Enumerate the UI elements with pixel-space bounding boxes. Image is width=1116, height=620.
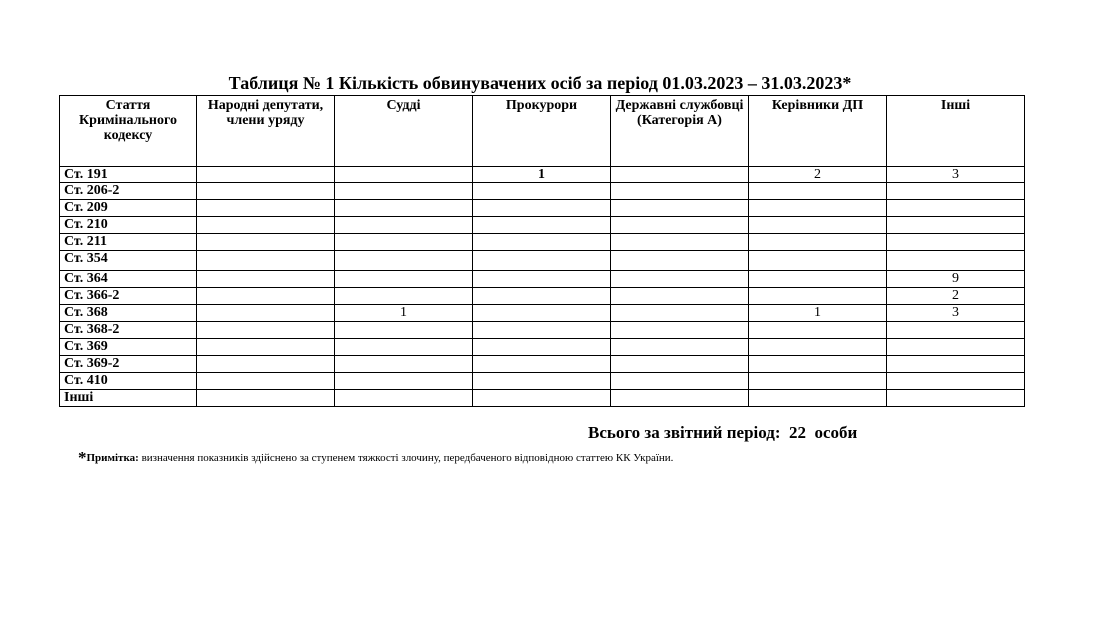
table-cell xyxy=(749,288,887,305)
table-cell xyxy=(887,234,1025,251)
table-cell xyxy=(887,356,1025,373)
table-cell xyxy=(611,167,749,183)
table-cell xyxy=(473,200,611,217)
table-cell xyxy=(197,234,335,251)
table-row xyxy=(60,288,1025,305)
table-cell xyxy=(749,390,887,407)
header-deputies: Народні депутати, члени уряду xyxy=(197,96,335,167)
row-article-cell: Ст. 369-2 xyxy=(60,356,197,373)
row-article-cell: Ст. 368 xyxy=(60,305,197,322)
table-row xyxy=(60,271,1025,288)
header-article: Стаття Кримінального кодексу xyxy=(60,96,197,167)
table-cell: 9 xyxy=(887,271,1025,288)
table-cell xyxy=(473,305,611,322)
table-row xyxy=(60,322,1025,339)
table-cell xyxy=(335,322,473,339)
footnote-star: * xyxy=(78,448,87,467)
table-cell xyxy=(473,288,611,305)
row-article-cell: Інші xyxy=(60,390,197,407)
table-cell xyxy=(749,234,887,251)
table-cell: 2 xyxy=(887,288,1025,305)
table-cell xyxy=(473,217,611,234)
table-cell xyxy=(197,288,335,305)
table-cell xyxy=(749,356,887,373)
table-cell xyxy=(335,339,473,356)
table-cell xyxy=(335,390,473,407)
table-cell xyxy=(473,183,611,200)
table-cell xyxy=(749,322,887,339)
table-cell xyxy=(335,288,473,305)
table-cell: 3 xyxy=(887,167,1025,183)
table-cell xyxy=(887,390,1025,407)
table-cell xyxy=(611,183,749,200)
footnote xyxy=(78,448,673,468)
table-row xyxy=(60,356,1025,373)
table-cell xyxy=(611,234,749,251)
table-cell xyxy=(887,251,1025,271)
table-row xyxy=(60,183,1025,200)
table-cell xyxy=(335,167,473,183)
table-cell: 1 xyxy=(335,305,473,322)
table-cell xyxy=(197,200,335,217)
row-article-cell: Ст. 209 xyxy=(60,200,197,217)
row-article-cell: Ст. 364 xyxy=(60,271,197,288)
total-unit: особи xyxy=(814,423,858,442)
row-article-cell: Ст. 366-2 xyxy=(60,288,197,305)
table-cell xyxy=(197,217,335,234)
table-cell xyxy=(197,251,335,271)
table-cell xyxy=(197,390,335,407)
row-article-cell: Ст. 369 xyxy=(60,339,197,356)
header-prosecutors: Прокурори xyxy=(473,96,611,167)
table-cell xyxy=(749,200,887,217)
row-article-cell: Ст. 368-2 xyxy=(60,322,197,339)
table-cell xyxy=(197,339,335,356)
total-value: 22 xyxy=(789,423,807,442)
table-cell xyxy=(473,356,611,373)
table-cell xyxy=(335,183,473,200)
table-cell xyxy=(749,217,887,234)
table-cell xyxy=(197,322,335,339)
table-cell xyxy=(197,183,335,200)
table-cell xyxy=(887,322,1025,339)
table-cell xyxy=(887,200,1025,217)
table-cell xyxy=(473,271,611,288)
table-cell xyxy=(749,373,887,390)
table-cell xyxy=(611,251,749,271)
table-cell xyxy=(473,339,611,356)
header-judges: Судді xyxy=(335,96,473,167)
table-row xyxy=(60,200,1025,217)
header-others: Інші xyxy=(887,96,1025,167)
table-cell: 2 xyxy=(749,167,887,183)
header-civil-servants: Державні службовці (Категорія А) xyxy=(611,96,749,167)
table-cell xyxy=(749,251,887,271)
row-article-cell: Ст. 206-2 xyxy=(60,183,197,200)
table-row xyxy=(60,305,1025,322)
table-cell xyxy=(611,322,749,339)
table-cell xyxy=(611,271,749,288)
table-cell: 1 xyxy=(473,167,611,183)
row-article-cell: Ст. 211 xyxy=(60,234,197,251)
table-cell xyxy=(473,390,611,407)
table-row xyxy=(60,234,1025,251)
table-cell xyxy=(611,356,749,373)
table-cell xyxy=(749,183,887,200)
table-row xyxy=(60,373,1025,390)
table-cell xyxy=(197,373,335,390)
table-cell xyxy=(335,356,473,373)
table-cell xyxy=(611,305,749,322)
row-article-cell: Ст. 354 xyxy=(60,251,197,271)
table-cell xyxy=(335,200,473,217)
table-cell xyxy=(197,305,335,322)
table-cell xyxy=(473,322,611,339)
table-row xyxy=(60,251,1025,271)
table-row xyxy=(60,217,1025,234)
table-cell xyxy=(335,271,473,288)
table-cell: 3 xyxy=(887,305,1025,322)
row-article-cell: Ст. 191 xyxy=(60,167,197,183)
table-header-row xyxy=(60,96,1025,167)
table-cell xyxy=(473,234,611,251)
table-cell xyxy=(611,200,749,217)
table-cell: 1 xyxy=(749,305,887,322)
table-cell xyxy=(887,217,1025,234)
table-cell xyxy=(197,271,335,288)
table-row xyxy=(60,167,1025,183)
row-article-cell: Ст. 210 xyxy=(60,217,197,234)
table-cell xyxy=(197,167,335,183)
table-row xyxy=(60,390,1025,407)
table-title: Таблиця № 1 Кількість обвинувачених осіб за період 01.03.2023 – 31.03.2023* xyxy=(228,73,852,93)
footnote-label: Примітка: xyxy=(86,452,139,464)
header-se-heads: Керівники ДП xyxy=(749,96,887,167)
table-row xyxy=(60,339,1025,356)
total-label: Всього за звітний період: xyxy=(588,423,781,442)
table-cell xyxy=(473,251,611,271)
footnote-text: визначення показників здійснено за ступенем тяжкості злочину, передбаченого відповідною статтею КК України. xyxy=(141,452,674,464)
table-cell xyxy=(611,390,749,407)
statistics-table xyxy=(59,95,1025,407)
total-line xyxy=(588,423,857,443)
table-cell xyxy=(335,373,473,390)
table-cell xyxy=(611,339,749,356)
table-cell xyxy=(611,288,749,305)
table-cell xyxy=(335,234,473,251)
table-cell xyxy=(611,217,749,234)
table-cell xyxy=(887,339,1025,356)
table-cell xyxy=(887,373,1025,390)
table-cell xyxy=(335,251,473,271)
table-cell xyxy=(749,339,887,356)
table-cell xyxy=(611,373,749,390)
table-cell xyxy=(335,217,473,234)
row-article-cell: Ст. 410 xyxy=(60,373,197,390)
table-cell xyxy=(749,271,887,288)
table-cell xyxy=(887,183,1025,200)
table-cell xyxy=(197,356,335,373)
table-cell xyxy=(473,373,611,390)
